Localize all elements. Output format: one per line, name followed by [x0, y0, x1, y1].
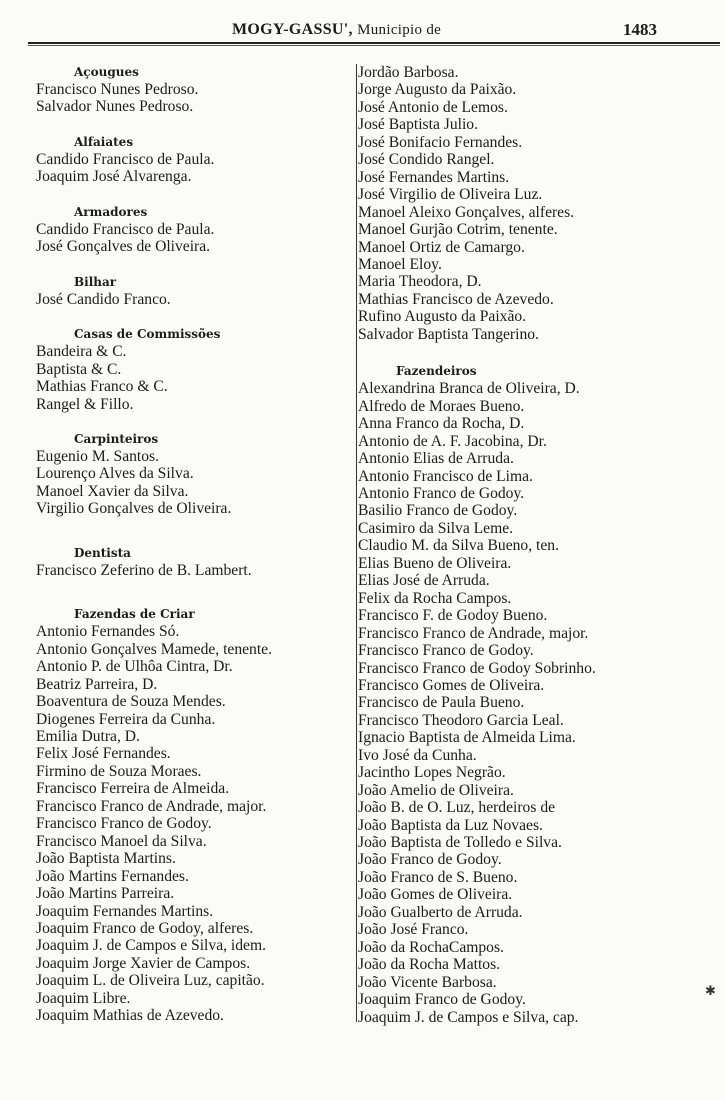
list-item: Francisco Manoel da Silva.	[36, 832, 207, 850]
list-item: Francisco Franco de Andrade, major.	[36, 797, 267, 815]
section-heading: Casas de Commissões	[74, 327, 221, 342]
section-heading: Fazendeiros	[396, 364, 477, 379]
section-heading: Bilhar	[74, 274, 117, 289]
list-item: Mathias Franco & C.	[36, 378, 168, 396]
header-rule	[28, 42, 720, 44]
page-number: 1483	[623, 20, 657, 39]
list-item: Antonio Fernandes Só.	[36, 623, 180, 641]
list-item: Felix José Fernandes.	[36, 745, 171, 763]
list-item: Francisco Franco de Godoy.	[358, 642, 534, 660]
ink-speck: ✱	[705, 984, 716, 999]
list-item: Rufino Augusto da Paixão.	[358, 308, 527, 326]
list-item: Manoel Ortiz de Camargo.	[358, 238, 525, 256]
list-item: Casimiro da Silva Leme.	[358, 519, 514, 537]
list-item: José Antonio de Lemos.	[358, 98, 508, 116]
list-item: Diogenes Ferreira da Cunha.	[36, 710, 216, 728]
section-bilhar	[36, 274, 354, 308]
list-item: José Baptista Julio.	[358, 116, 478, 134]
section-fazendas-de-criar	[36, 606, 354, 1024]
list-item: Francisco Franco de Andrade, major.	[358, 624, 589, 642]
list-item: Francisco Nunes Pedroso.	[36, 81, 199, 98]
list-item: Joaquim Franco de Godoy, alferes.	[36, 919, 254, 937]
list-item: Francisco Franco de Godoy Sobrinho.	[358, 659, 596, 677]
section-acougues	[36, 64, 354, 116]
list-item: Jacintho Lopes Negrão.	[358, 764, 506, 782]
section-dentista	[36, 545, 354, 579]
list-item: Antonio Elias de Arruda.	[358, 450, 514, 468]
list-item: Francisco Franco de Godoy.	[36, 815, 212, 833]
list-item: Basilio Franco de Godoy.	[358, 502, 518, 520]
continued-list	[358, 64, 718, 343]
running-title	[232, 21, 441, 39]
list-item: Joaquim L. de Oliveira Luz, capitão.	[36, 972, 265, 990]
list-item: Firmino de Souza Moraes.	[36, 762, 202, 780]
list-item: Alexandrina Branca de Oliveira, D.	[358, 380, 580, 398]
list-item: Francisco Ferreira de Almeida.	[36, 780, 230, 798]
list-item: Joaquim Libre.	[36, 989, 131, 1007]
list-item: Francisco Zeferino de B. Lambert.	[36, 561, 252, 579]
list-item: Manoel Xavier da Silva.	[36, 482, 189, 500]
column-divider	[356, 64, 357, 1022]
list-item: Joaquim José Alvarenga.	[36, 168, 192, 186]
list-item: José Condido Rangel.	[358, 151, 495, 169]
list-item: Felix da Rocha Campos.	[358, 589, 512, 607]
list-item: Candido Francisco de Paula.	[36, 220, 215, 238]
list-item: Salvador Baptista Tangerino.	[358, 325, 539, 343]
list-item: Boaventura de Souza Mendes.	[36, 693, 226, 711]
list-item: Baptista & C.	[36, 360, 122, 378]
list-item: Francisco Gomes de Oliveira.	[358, 676, 545, 694]
list-item: João da Rocha Mattos.	[358, 956, 501, 974]
list-item: Eugenio M. Santos.	[36, 447, 160, 465]
section-heading: Alfaiates	[74, 134, 134, 149]
list-item: José Candido Franco.	[36, 290, 171, 308]
list-item: Antonio Francisco de Lima.	[358, 467, 533, 485]
list-item: Maria Theodora, D.	[358, 273, 482, 291]
list-item: João Franco de Godoy.	[358, 851, 502, 869]
list-item: Joaquim J. de Campos e Silva, idem.	[36, 937, 266, 955]
list-item: João B. de O. Luz, herdeiros de	[358, 799, 556, 817]
header-rule-thin	[28, 45, 720, 46]
list-item: Ivo José da Cunha.	[358, 746, 477, 764]
list-item: João José Franco.	[358, 921, 469, 939]
list-item: José Fernandes Martins.	[358, 168, 510, 186]
list-item: Francisco F. de Godoy Bueno.	[358, 607, 548, 625]
list-item: Joaquim Mathias de Azevedo.	[36, 1007, 224, 1025]
list-item: Francisco de Paula Bueno.	[358, 694, 525, 712]
list-item: João Amelio de Oliveira.	[358, 781, 514, 799]
list-item: Jorge Augusto da Paixão.	[358, 81, 517, 99]
list-item: Lourenço Alves da Silva.	[36, 465, 194, 483]
list-item: Francisco Theodoro Garcia Leal.	[358, 711, 564, 729]
list-item: José Virgilio de Oliveira Luz.	[358, 186, 543, 204]
list-item: Beatriz Parreira, D.	[36, 675, 158, 693]
list-item: João da RochaCampos.	[358, 938, 504, 956]
section-heading: Armadores	[74, 204, 148, 219]
list-item: João Gualberto de Arruda.	[358, 903, 523, 921]
list-item: Elias Bueno de Oliveira.	[358, 554, 512, 572]
list-item: João Baptista de Tolledo e Silva.	[358, 834, 562, 852]
section-armadores	[36, 204, 354, 256]
left-column	[36, 64, 354, 1025]
list-item: João Martins Fernandes.	[36, 867, 189, 885]
list-item: Mathias Francisco de Azevedo.	[358, 290, 554, 308]
list-item: Manoel Aleixo Gonçalves, alferes.	[358, 203, 575, 221]
section-fazendeiros	[358, 363, 718, 1026]
list-item: João Baptista da Luz Novaes.	[358, 816, 543, 834]
section-carpinteiros	[36, 431, 354, 518]
list-item: João Vicente Barbosa.	[358, 973, 497, 991]
list-item: Alfredo de Moraes Bueno.	[358, 397, 525, 415]
section-casas-de-commissoes	[36, 326, 354, 413]
list-item: Joaquim J. de Campos e Silva, cap.	[358, 1008, 579, 1026]
header-subtitle: Municipio de	[357, 22, 442, 38]
section-heading: Açougues	[74, 65, 139, 79]
list-item: Antonio Gonçalves Mamede, tenente.	[36, 640, 273, 658]
section-heading: Fazendas de Criar	[74, 607, 195, 622]
list-item: Elias José de Arruda.	[358, 572, 490, 590]
list-item: Claudio M. da Silva Bueno, ten.	[358, 537, 559, 555]
page-header	[0, 18, 725, 44]
list-item: José Gonçalves de Oliveira.	[36, 238, 211, 256]
list-item: Rangel & Fillo.	[36, 395, 134, 413]
list-item: João Gomes de Oliveira.	[358, 886, 513, 904]
list-item: Emilia Dutra, D.	[36, 727, 140, 745]
list-item: Anna Franco da Rocha, D.	[358, 415, 525, 433]
list-item: Jordão Barbosa.	[358, 64, 459, 81]
list-item: Salvador Nunes Pedroso.	[36, 98, 194, 116]
list-item: José Bonifacio Fernandes.	[358, 133, 523, 151]
list-item: Joaquim Jorge Xavier de Campos.	[36, 954, 251, 972]
list-item: Manoel Eloy.	[358, 255, 442, 273]
list-item: Virgilio Gonçalves de Oliveira.	[36, 500, 232, 518]
list-item: João Baptista Martins.	[36, 850, 176, 868]
list-item: Bandeira & C.	[36, 343, 127, 361]
list-item: Manoel Gurjão Cotrim, tenente.	[358, 221, 558, 239]
section-heading: Dentista	[74, 545, 131, 560]
list-item: João Martins Parreira.	[36, 885, 175, 903]
section-alfaiates	[36, 134, 354, 186]
section-heading: Carpinteiros	[74, 431, 159, 446]
list-item: Ignacio Baptista de Almeida Lima.	[358, 729, 576, 747]
list-item: Joaquim Fernandes Martins.	[36, 902, 214, 920]
list-item: Antonio de A. F. Jacobina, Dr.	[358, 432, 547, 450]
right-column	[358, 64, 718, 1026]
list-item: Candido Francisco de Paula.	[36, 150, 215, 168]
list-item: Antonio Franco de Godoy.	[358, 484, 525, 502]
list-item: Joaquim Franco de Godoy.	[358, 991, 526, 1009]
header-title: MOGY-GASSU',	[232, 21, 353, 38]
list-item: Antonio P. de Ulhôa Cintra, Dr.	[36, 658, 233, 676]
list-item: João Franco de S. Bueno.	[358, 868, 518, 886]
